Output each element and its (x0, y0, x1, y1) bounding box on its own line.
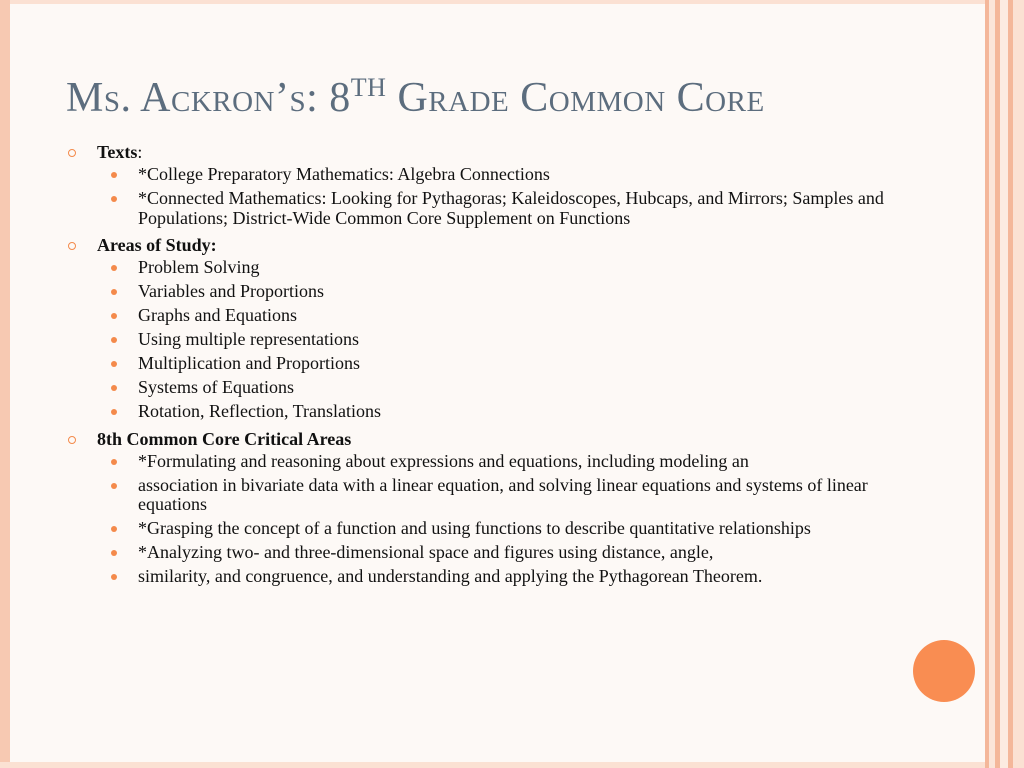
list-item (97, 354, 906, 374)
dot-bullet-icon (111, 526, 117, 532)
ring-bullet-icon (68, 242, 76, 250)
dot-bullet-icon (111, 265, 117, 271)
slide-body (66, 142, 906, 594)
section-heading: Areas of Study: (97, 235, 217, 255)
dot-bullet-icon (111, 172, 117, 178)
list-item (97, 306, 906, 326)
dot-bullet-icon (111, 313, 117, 319)
sub-list (97, 258, 906, 422)
dot-bullet-icon (111, 289, 117, 295)
dot-bullet-icon (111, 459, 117, 465)
list-item-text: association in bivariate data with a linear equation, and solving linear equations and systems of linear equations (138, 474, 868, 514)
slide-title (66, 70, 926, 126)
right-stripe (1013, 0, 1024, 768)
bottom-border (0, 762, 985, 768)
list-item-text: *Connected Mathematics: Looking for Pythagoras; Kaleidoscopes, Hubcaps, and Mirrors; Samples and Populations; District-Wide Common Core Supplement on Functions (138, 188, 884, 228)
list-item-text: Graphs and Equations (138, 305, 297, 325)
section-critical-areas (66, 429, 906, 587)
list-item (97, 543, 906, 563)
list-item (97, 402, 906, 422)
list-item (97, 282, 906, 302)
sub-list (97, 165, 906, 228)
section-areas-of-study (66, 235, 906, 422)
list-item-text: *College Preparatory Mathematics: Algebra Connections (138, 164, 550, 184)
list-item-text: Problem Solving (138, 257, 260, 277)
list-item (97, 258, 906, 278)
section-heading: 8th Common Core Critical Areas (97, 428, 352, 449)
list-item (97, 189, 906, 228)
right-stripe (1000, 0, 1008, 768)
dot-bullet-icon (111, 337, 117, 343)
title-superscript: TH (350, 73, 387, 102)
dot-bullet-icon (111, 361, 117, 367)
title-prefix: Ms. Ackron’s: 8 (66, 75, 351, 121)
list-item-text: Multiplication and Proportions (138, 353, 360, 373)
list-item (97, 165, 906, 185)
list-item-text: *Formulating and reasoning about expressions and equations, including modeling an (138, 450, 749, 471)
section-heading-suffix: : (137, 142, 143, 162)
list-item-text: *Analyzing two- and three-dimensional space and figures using distance, angle, (138, 542, 714, 562)
dot-bullet-icon (111, 409, 117, 415)
list-item (97, 567, 906, 587)
dot-bullet-icon (111, 550, 117, 556)
dot-bullet-icon (111, 574, 117, 580)
dot-bullet-icon (111, 196, 117, 202)
list-item (97, 452, 906, 472)
list-item-text: Using multiple representations (138, 329, 359, 349)
list-item (97, 519, 906, 539)
top-border (0, 0, 985, 4)
dot-bullet-icon (111, 385, 117, 391)
ring-bullet-icon (68, 149, 76, 157)
list-item-text: Variables and Proportions (138, 281, 324, 301)
list-item-text: *Grasping the concept of a function and using functions to describe quantitative relationships (138, 518, 811, 538)
list-item (97, 330, 906, 350)
ring-bullet-icon (68, 436, 76, 444)
section-heading: Texts (97, 142, 138, 162)
left-border (0, 0, 10, 768)
section-texts (66, 142, 906, 228)
list-item (97, 476, 906, 515)
list-item-text: similarity, and congruence, and understanding and applying the Pythagorean Theorem. (138, 566, 763, 586)
list-item-text: Systems of Equations (138, 377, 294, 397)
list-item (97, 378, 906, 398)
title-suffix: Grade Common Core (386, 75, 765, 121)
decorative-circle (913, 640, 975, 702)
sub-list (97, 452, 906, 587)
dot-bullet-icon (111, 483, 117, 489)
list-item-text: Rotation, Reflection, Translations (138, 401, 381, 421)
